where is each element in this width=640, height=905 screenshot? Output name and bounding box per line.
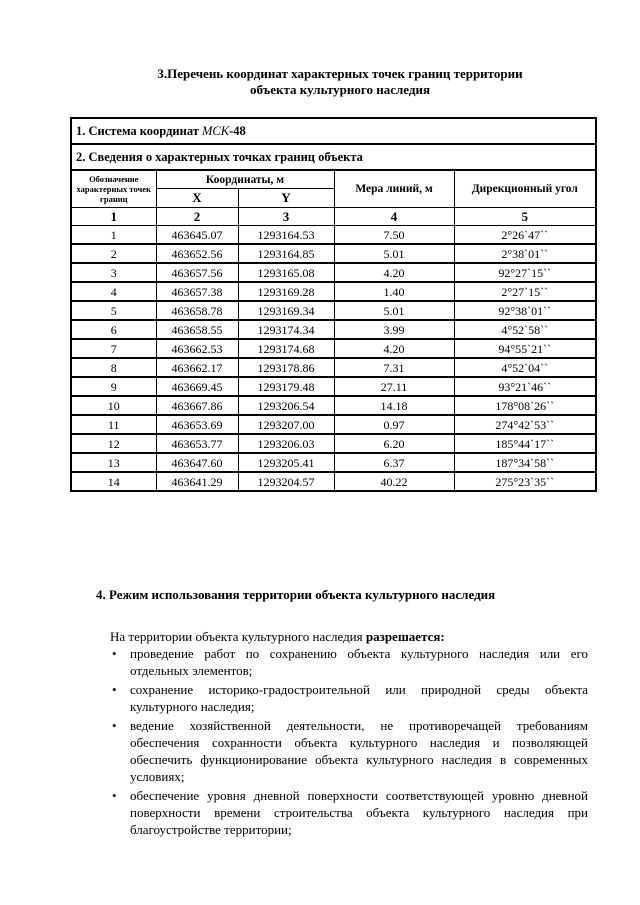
list-item bbox=[108, 645, 588, 681]
x-coordinate-cell: 463669.45 bbox=[156, 377, 238, 396]
list-item-text: сохранение историко-градостроительной или природной среды объекта культурного наследия; bbox=[130, 682, 588, 714]
header-point-designation: Обозначение характерных точек границ bbox=[71, 170, 156, 208]
table-row bbox=[71, 434, 596, 453]
point-number-cell: 12 bbox=[71, 434, 156, 453]
header-direction-angle: Дирекционный угол bbox=[454, 170, 596, 208]
point-number-cell: 11 bbox=[71, 415, 156, 434]
section-4-title: 4. Режим использования территории объекта культурного наследия bbox=[96, 587, 496, 602]
x-coordinate-cell: 463662.17 bbox=[156, 358, 238, 377]
bullet-icon: • bbox=[112, 788, 117, 803]
direction-angle-cell: 274°42`53`` bbox=[454, 415, 596, 434]
table-row bbox=[71, 377, 596, 396]
intro-text: На территории объекта культурного наследия bbox=[110, 629, 366, 644]
line-measure-cell: 27.11 bbox=[334, 377, 454, 396]
direction-angle-cell: 93°21`46`` bbox=[454, 377, 596, 396]
heading-line-2: объекта культурного наследия bbox=[250, 82, 430, 97]
x-coordinate-cell: 463657.56 bbox=[156, 263, 238, 282]
column-number: 3 bbox=[238, 208, 334, 226]
y-coordinate-cell: 1293165.08 bbox=[238, 263, 334, 282]
intro-bold: разрешается: bbox=[365, 629, 445, 644]
y-coordinate-cell: 1293206.03 bbox=[238, 434, 334, 453]
header-coordinates: Координаты, м bbox=[156, 170, 334, 189]
allowed-intro bbox=[110, 629, 445, 645]
header-y: Y bbox=[238, 189, 334, 208]
coordinate-rows bbox=[71, 226, 596, 492]
x-coordinate-cell: 463652.56 bbox=[156, 244, 238, 263]
line-measure-cell: 0.97 bbox=[334, 415, 454, 434]
line-measure-cell: 7.50 bbox=[334, 226, 454, 245]
x-coordinate-cell: 463658.78 bbox=[156, 301, 238, 320]
point-number-cell: 13 bbox=[71, 453, 156, 472]
y-coordinate-cell: 1293179.48 bbox=[238, 377, 334, 396]
column-number: 4 bbox=[334, 208, 454, 226]
direction-angle-cell: 2°27`15`` bbox=[454, 282, 596, 301]
table-row bbox=[71, 320, 596, 339]
table-row bbox=[71, 226, 596, 245]
table-row bbox=[71, 282, 596, 301]
x-coordinate-cell: 463658.55 bbox=[156, 320, 238, 339]
direction-angle-cell: 92°38`01`` bbox=[454, 301, 596, 320]
x-coordinate-cell: 463641.29 bbox=[156, 472, 238, 491]
y-coordinate-cell: 1293204.57 bbox=[238, 472, 334, 491]
direction-angle-cell: 4°52`04`` bbox=[454, 358, 596, 377]
direction-angle-cell: 94°55`21`` bbox=[454, 339, 596, 358]
line-measure-cell: 6.20 bbox=[334, 434, 454, 453]
x-coordinate-cell: 463667.86 bbox=[156, 396, 238, 415]
x-coordinate-cell: 463662.53 bbox=[156, 339, 238, 358]
y-coordinate-cell: 1293207.00 bbox=[238, 415, 334, 434]
x-coordinate-cell: 463657.38 bbox=[156, 282, 238, 301]
point-number-cell: 5 bbox=[71, 301, 156, 320]
list-item-text: ведение хозяйственной деятельности, не противоречащей требованиям обеспечения сохранности объекта культурного наследия и позволяющей обеспечить функционирование объекта культурного наследия в современных условиях; bbox=[130, 718, 588, 784]
direction-angle-cell: 275°23`35`` bbox=[454, 472, 596, 491]
direction-angle-cell: 185°44`17`` bbox=[454, 434, 596, 453]
point-number-cell: 1 bbox=[71, 226, 156, 245]
direction-angle-cell: 2°38`01`` bbox=[454, 244, 596, 263]
column-number: 1 bbox=[71, 208, 156, 226]
section-boundary-points: 2. Сведения о характерных точках границ объекта bbox=[71, 144, 596, 170]
line-measure-cell: 4.20 bbox=[334, 339, 454, 358]
point-number-cell: 9 bbox=[71, 377, 156, 396]
section1-italic: МСК bbox=[202, 124, 230, 138]
list-item-text: обеспечение уровня дневной поверхности соответствующей уровню дневной поверхности времени строительства объекта культурного наследия при благоустройстве территории; bbox=[130, 788, 588, 837]
point-number-cell: 2 bbox=[71, 244, 156, 263]
coordinates-table bbox=[70, 117, 597, 492]
header-line-measure: Мера линий, м bbox=[334, 170, 454, 208]
table-row bbox=[71, 301, 596, 320]
y-coordinate-cell: 1293174.34 bbox=[238, 320, 334, 339]
line-measure-cell: 14.18 bbox=[334, 396, 454, 415]
point-number-cell: 6 bbox=[71, 320, 156, 339]
line-measure-cell: 40.22 bbox=[334, 472, 454, 491]
line-measure-cell: 7.31 bbox=[334, 358, 454, 377]
line-measure-cell: 5.01 bbox=[334, 301, 454, 320]
bullet-icon: • bbox=[112, 646, 117, 661]
x-coordinate-cell: 463647.60 bbox=[156, 453, 238, 472]
y-coordinate-cell: 1293169.34 bbox=[238, 301, 334, 320]
direction-angle-cell: 4°52`58`` bbox=[454, 320, 596, 339]
table-row bbox=[71, 453, 596, 472]
list-item bbox=[108, 717, 588, 787]
list-item bbox=[108, 787, 588, 839]
direction-angle-cell: 187°34`58`` bbox=[454, 453, 596, 472]
line-measure-cell: 6.37 bbox=[334, 453, 454, 472]
x-coordinate-cell: 463653.77 bbox=[156, 434, 238, 453]
table-row bbox=[71, 244, 596, 263]
table-row bbox=[71, 358, 596, 377]
header-x: X bbox=[156, 189, 238, 208]
direction-angle-cell: 178°08`26`` bbox=[454, 396, 596, 415]
y-coordinate-cell: 1293178.86 bbox=[238, 358, 334, 377]
allowed-list bbox=[108, 645, 588, 839]
y-coordinate-cell: 1293169.28 bbox=[238, 282, 334, 301]
direction-angle-cell: 92°27`15`` bbox=[454, 263, 596, 282]
section-coordinate-system bbox=[71, 118, 596, 144]
point-number-cell: 10 bbox=[71, 396, 156, 415]
column-number: 5 bbox=[454, 208, 596, 226]
section1-prefix: 1. Система координат bbox=[76, 124, 203, 138]
bullet-icon: • bbox=[112, 718, 117, 733]
table-row bbox=[71, 396, 596, 415]
table-row bbox=[71, 263, 596, 282]
heading-line-1: 3.Перечень координат характерных точек границ территории bbox=[157, 66, 523, 81]
point-number-cell: 3 bbox=[71, 263, 156, 282]
line-measure-cell: 4.20 bbox=[334, 263, 454, 282]
document-heading bbox=[70, 66, 610, 98]
y-coordinate-cell: 1293206.54 bbox=[238, 396, 334, 415]
section1-suffix: -48 bbox=[229, 124, 246, 138]
y-coordinate-cell: 1293164.85 bbox=[238, 244, 334, 263]
line-measure-cell: 3.99 bbox=[334, 320, 454, 339]
table-row bbox=[71, 339, 596, 358]
bullet-icon: • bbox=[112, 682, 117, 697]
x-coordinate-cell: 463653.69 bbox=[156, 415, 238, 434]
direction-angle-cell: 2°26`47`` bbox=[454, 226, 596, 245]
list-item-text: проведение работ по сохранению объекта культурного наследия или его отдельных элементов; bbox=[130, 646, 588, 678]
column-number-row bbox=[71, 208, 596, 226]
table-row bbox=[71, 415, 596, 434]
list-item bbox=[108, 681, 588, 717]
point-number-cell: 8 bbox=[71, 358, 156, 377]
x-coordinate-cell: 463645.07 bbox=[156, 226, 238, 245]
column-number: 2 bbox=[156, 208, 238, 226]
y-coordinate-cell: 1293164.53 bbox=[238, 226, 334, 245]
point-number-cell: 7 bbox=[71, 339, 156, 358]
y-coordinate-cell: 1293174.68 bbox=[238, 339, 334, 358]
y-coordinate-cell: 1293205.41 bbox=[238, 453, 334, 472]
line-measure-cell: 1.40 bbox=[334, 282, 454, 301]
table-row bbox=[71, 472, 596, 491]
point-number-cell: 4 bbox=[71, 282, 156, 301]
point-number-cell: 14 bbox=[71, 472, 156, 491]
line-measure-cell: 5.01 bbox=[334, 244, 454, 263]
